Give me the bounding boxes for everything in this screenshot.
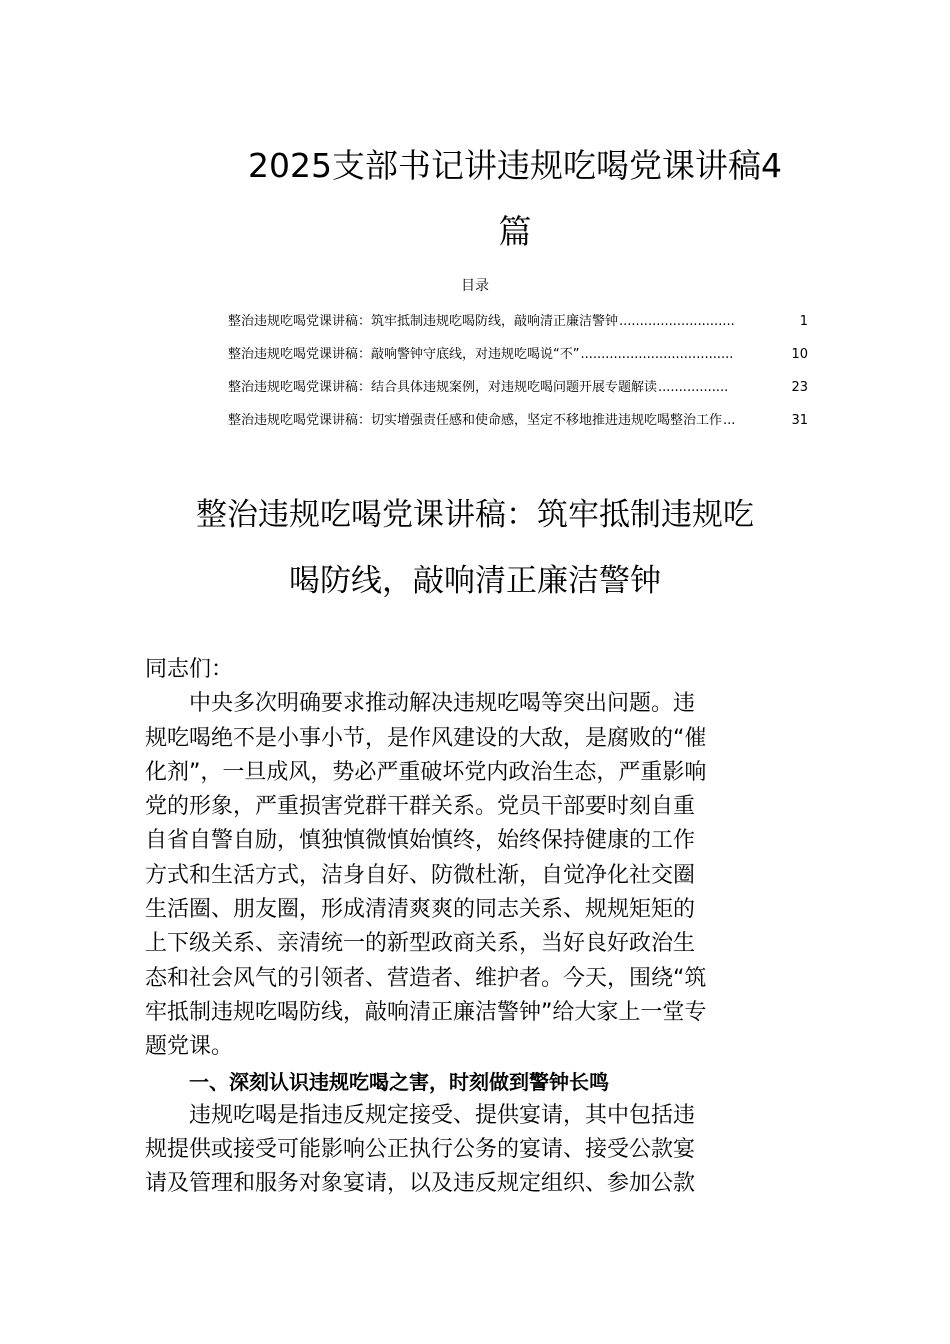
document-title (180, 133, 850, 265)
paragraph-line: 化剂”，一旦成风，势必严重破坏党内政治生态，严重影响 (145, 759, 707, 785)
toc-entry-page: 10 (791, 347, 808, 362)
toc-entry[interactable] (228, 345, 808, 378)
paragraph-line: 请及管理和服务对象宴请，以及违反规定组织、参加公款 (145, 1171, 696, 1197)
toc-entry-leader: ..................................... (580, 347, 734, 362)
paragraph-1 (145, 687, 807, 1064)
toc-entry[interactable] (228, 312, 808, 345)
toc-entry[interactable] (228, 378, 808, 411)
paragraph-line: 方式和生活方式，洁身自好、防微杜渐，自觉净化社交圈 (145, 862, 696, 888)
document-title-line-1: 2025支部书记讲违规吃喝党课讲稿4 (248, 146, 782, 185)
paragraph-line: 自省自警自励，慎独慎微慎始慎终，始终保持健康的工作 (145, 828, 696, 854)
paragraph-line: 上下级关系、亲清统一的新型政商关系，当好良好政治生 (145, 931, 696, 957)
toc-entry-leader: ............................ (619, 314, 735, 329)
paragraph-line: 牢抵制违规吃喝防线，敲响清正廉洁警钟”给大家上一堂专 (145, 999, 707, 1025)
toc-entry[interactable] (228, 411, 808, 444)
toc-entry-text: 整治违规吃喝党课讲稿：结合具体违规案例，对违规吃喝问题开展专题解读 (228, 380, 658, 395)
toc-entry-page: 1 (799, 314, 808, 329)
section-title (145, 482, 805, 614)
section-title-line-1: 整治违规吃喝党课讲稿：筑牢抵制违规吃 (196, 497, 754, 533)
toc-entry-text: 整治违规吃喝党课讲稿：切实增强责任感和使命感，坚定不移地推进违规吃喝整治工作 (228, 413, 723, 428)
table-of-contents (228, 312, 808, 444)
toc-entry-page: 31 (791, 413, 808, 428)
paragraph-line: 规吃喝绝不是小事小节，是作风建设的大敌，是腐败的“催 (145, 725, 707, 751)
section-title-line-2: 喝防线，敲响清正廉洁警钟 (289, 563, 661, 599)
paragraph-2 (145, 1099, 807, 1202)
paragraph-line: 题党课。 (145, 1034, 234, 1060)
paragraph-line: 态和社会风气的引领者、营造者、维护者。今天，围绕“筑 (145, 965, 707, 991)
paragraph-line: 违规吃喝是指违反规定接受、提供宴请，其中包括违 (189, 1102, 696, 1128)
toc-entry-text: 整治违规吃喝党课讲稿：敲响警钟守底线，对违规吃喝说“不” (228, 347, 580, 362)
paragraph-line: 中央多次明确要求推动解决违规吃喝等突出问题。违 (189, 691, 696, 717)
section-heading-1: 一、深刻认识违规吃喝之害，时刻做到警钟长鸣 (189, 1069, 609, 1094)
paragraph-line: 生活圈、朋友圈，形成清清爽爽的同志关系、规规矩矩的 (145, 897, 696, 923)
document-title-line-2: 篇 (498, 212, 532, 251)
paragraph-line: 规提供或接受可能影响公正执行公务的宴请、接受公款宴 (145, 1137, 696, 1163)
toc-entry-leader: ... (723, 413, 736, 428)
toc-entry-text: 整治违规吃喝党课讲稿：筑牢抵制违规吃喝防线，敲响清正廉洁警钟 (228, 314, 619, 329)
body-text (145, 653, 807, 1202)
toc-heading: 目录 (461, 278, 489, 294)
paragraph-line: 党的形象，严重损害党群干群关系。党员干部要时刻自重 (145, 794, 696, 820)
toc-entry-page: 23 (791, 380, 808, 395)
toc-entry-leader: ................. (658, 380, 729, 395)
greeting: 同志们： (145, 657, 234, 682)
